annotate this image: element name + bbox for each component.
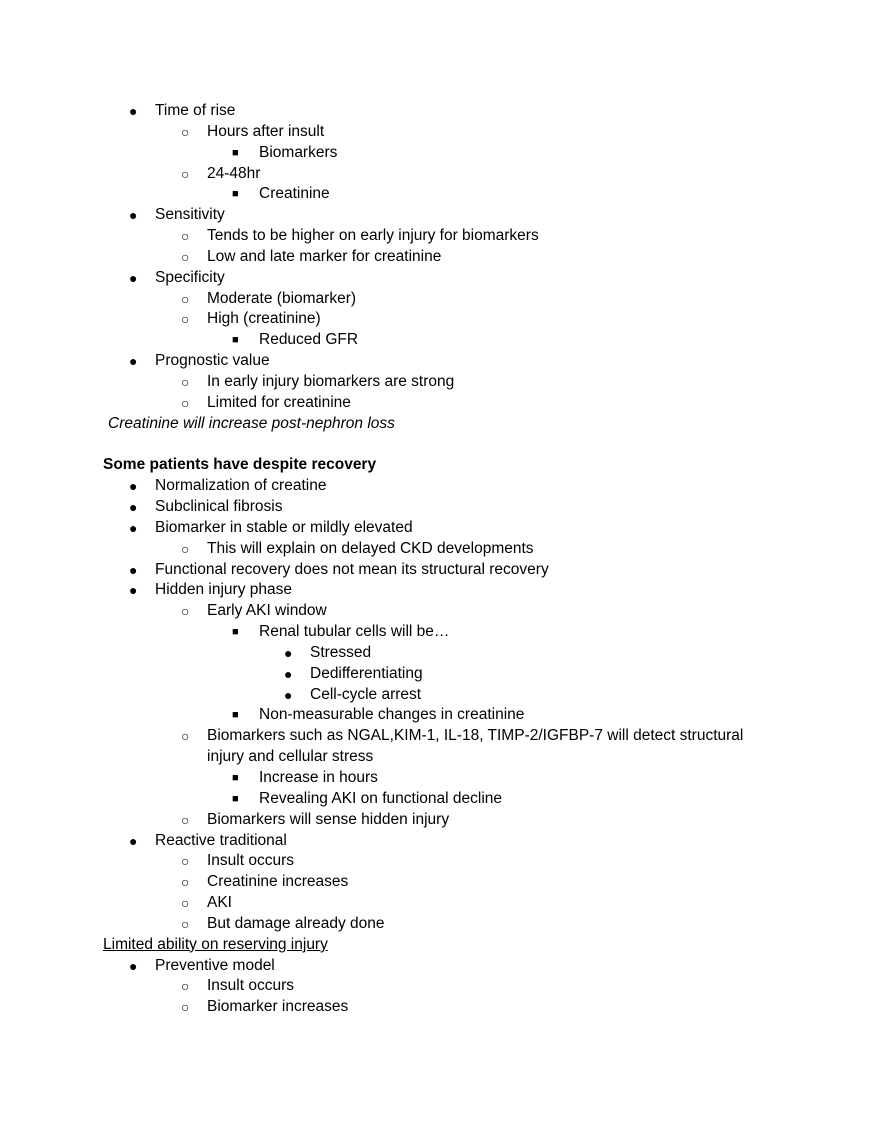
bullet-circle-icon: ○ xyxy=(181,915,190,932)
list-item xyxy=(0,226,880,247)
list-item xyxy=(0,205,880,226)
list-item-text: Biomarker in stable or mildly elevated xyxy=(155,518,413,536)
list-item-text: Hours after insult xyxy=(207,122,325,140)
list-item-text: Revealing AKI on functional decline xyxy=(259,789,502,807)
bullet-square-icon: ■ xyxy=(232,709,239,722)
bullet-square-icon: ■ xyxy=(232,792,239,805)
list-item-text: Hidden injury phase xyxy=(155,581,293,599)
list-item-text: Dedifferentiating xyxy=(310,664,423,682)
list-item-text: AKI xyxy=(207,894,232,912)
list-item xyxy=(0,601,880,622)
list-item xyxy=(0,643,880,664)
list-item xyxy=(0,664,880,685)
list-item-text: Stressed xyxy=(310,643,372,661)
bullet-circle-icon: ○ xyxy=(181,311,190,328)
list-item xyxy=(0,351,880,372)
list-item xyxy=(0,997,880,1018)
list-item xyxy=(0,851,880,872)
list-item-text: Insult occurs xyxy=(207,977,295,995)
list-item-text: Time of rise xyxy=(155,102,236,119)
list-item-text: Functional recovery does not mean its structural recovery xyxy=(155,560,549,578)
bullet-disc-icon: ● xyxy=(129,269,138,286)
paragraph xyxy=(0,935,880,956)
bullet-disc-icon: ● xyxy=(129,353,138,370)
list-item-text: Biomarkers will sense hidden injury xyxy=(207,810,450,828)
list-item xyxy=(0,289,880,310)
bullet-circle-icon: ○ xyxy=(181,895,190,912)
list-item-text: Renal tubular cells will be… xyxy=(259,623,450,641)
list-item-text: 24-48hr xyxy=(207,164,261,182)
list-item-text: Increase in hours xyxy=(259,769,378,786)
bullet-disc-icon: ● xyxy=(129,561,138,578)
blank-line xyxy=(0,435,880,456)
list-item xyxy=(0,622,880,643)
bullet-circle-icon: ○ xyxy=(181,165,190,182)
list-item xyxy=(0,810,880,831)
bullet-disc-icon: ● xyxy=(284,644,293,661)
list-item xyxy=(0,893,880,914)
bullet-circle-icon: ○ xyxy=(181,728,190,745)
list-item xyxy=(0,164,880,185)
list-item-text: Reduced GFR xyxy=(259,331,359,349)
bullet-circle-icon: ○ xyxy=(181,394,190,411)
list-item xyxy=(0,831,880,852)
list-item xyxy=(0,518,880,539)
list-item xyxy=(0,143,880,164)
list-item-text: Low and late marker for creatinine xyxy=(207,247,442,265)
list-item-text: This will explain on delayed CKD developments xyxy=(207,539,534,557)
bullet-disc-icon: ● xyxy=(129,207,138,224)
bullet-circle-icon: ○ xyxy=(181,290,190,307)
paragraph xyxy=(0,414,880,435)
list-item-text: Creatinine increases xyxy=(207,873,349,891)
list-item xyxy=(0,872,880,893)
list-item-text: Moderate (biomarker) xyxy=(207,289,357,307)
list-item xyxy=(0,914,880,935)
bullet-circle-icon: ○ xyxy=(181,853,190,870)
list-item xyxy=(0,476,880,497)
list-item-text: But damage already done xyxy=(207,914,385,932)
bullet-disc-icon: ● xyxy=(284,665,293,682)
list-item xyxy=(0,560,880,581)
list-item xyxy=(0,956,880,977)
list-item xyxy=(0,580,880,601)
bullet-disc-icon: ● xyxy=(129,832,138,849)
list-item xyxy=(0,268,880,289)
bullet-square-icon: ■ xyxy=(232,772,239,784)
list-item-text: In early injury biomarkers are strong xyxy=(207,372,455,390)
bullet-disc-icon: ● xyxy=(284,686,293,703)
bullet-square-icon: ■ xyxy=(232,146,239,159)
list-item-text: Biomarker increases xyxy=(207,998,349,1016)
list-item-text: Sensitivity xyxy=(155,206,225,224)
list-item xyxy=(0,768,880,789)
list-item-text: Normalization of creatine xyxy=(155,477,327,495)
list-item xyxy=(0,309,880,330)
list-item xyxy=(0,101,880,122)
list-item-text: Specificity xyxy=(155,268,225,286)
list-item xyxy=(0,726,880,768)
bullet-circle-icon: ○ xyxy=(181,373,190,390)
bullet-square-icon: ■ xyxy=(232,334,239,347)
list-item-text: Prognostic value xyxy=(155,352,270,370)
list-item-text: Preventive model xyxy=(155,956,275,974)
list-item xyxy=(0,372,880,393)
list-item xyxy=(0,539,880,560)
document-page xyxy=(0,101,880,1018)
section-heading: Some patients have despite recovery xyxy=(103,456,377,474)
list-item-text: Creatinine xyxy=(259,185,330,203)
bullet-square-icon: ■ xyxy=(232,188,239,201)
list-item xyxy=(0,497,880,518)
list-item xyxy=(0,976,880,997)
list-item-text: Biomarkers such as NGAL,KIM-1, IL-18, TIMP-2/IGFBP-7 will detect structural injury and cellular stress xyxy=(207,727,744,766)
list-item-text: Subclinical fibrosis xyxy=(155,498,283,516)
list-item-text: Limited for creatinine xyxy=(207,393,351,411)
bullet-circle-icon: ○ xyxy=(181,248,190,265)
bullet-disc-icon: ● xyxy=(129,519,138,536)
bullet-circle-icon: ○ xyxy=(181,874,190,891)
bullet-disc-icon: ● xyxy=(129,103,138,119)
bullet-circle-icon: ○ xyxy=(181,978,190,995)
list-item xyxy=(0,330,880,351)
list-item xyxy=(0,393,880,414)
list-item-text: Early AKI window xyxy=(207,602,327,620)
list-item xyxy=(0,122,880,143)
list-item-text: Reactive traditional xyxy=(155,831,287,849)
bullet-circle-icon: ○ xyxy=(181,228,190,245)
paragraph xyxy=(0,455,880,476)
list-item-text: Cell-cycle arrest xyxy=(310,685,422,703)
bullet-square-icon: ■ xyxy=(232,626,239,639)
list-item xyxy=(0,705,880,726)
bullet-disc-icon: ● xyxy=(129,957,138,974)
list-item-text: High (creatinine) xyxy=(207,310,321,328)
list-item xyxy=(0,184,880,205)
bullet-circle-icon: ○ xyxy=(181,999,190,1016)
bullet-circle-icon: ○ xyxy=(181,603,190,620)
list-item-text: Insult occurs xyxy=(207,852,295,870)
bullet-circle-icon: ○ xyxy=(181,811,190,828)
list-item-text: Non-measurable changes in creatinine xyxy=(259,706,525,724)
underlined-heading: Limited ability on reserving injury xyxy=(103,935,328,953)
italic-note: Creatinine will increase post-nephron loss xyxy=(108,414,395,432)
list-item xyxy=(0,789,880,810)
bullet-disc-icon: ● xyxy=(129,499,138,516)
list-item xyxy=(0,247,880,268)
list-item xyxy=(0,685,880,706)
bullet-circle-icon: ○ xyxy=(181,123,190,140)
list-item-text: Biomarkers xyxy=(259,143,338,161)
bullet-disc-icon: ● xyxy=(129,478,138,495)
list-item-text: Tends to be higher on early injury for biomarkers xyxy=(207,227,539,245)
bullet-circle-icon: ○ xyxy=(181,540,190,557)
bullet-disc-icon: ● xyxy=(129,582,138,599)
